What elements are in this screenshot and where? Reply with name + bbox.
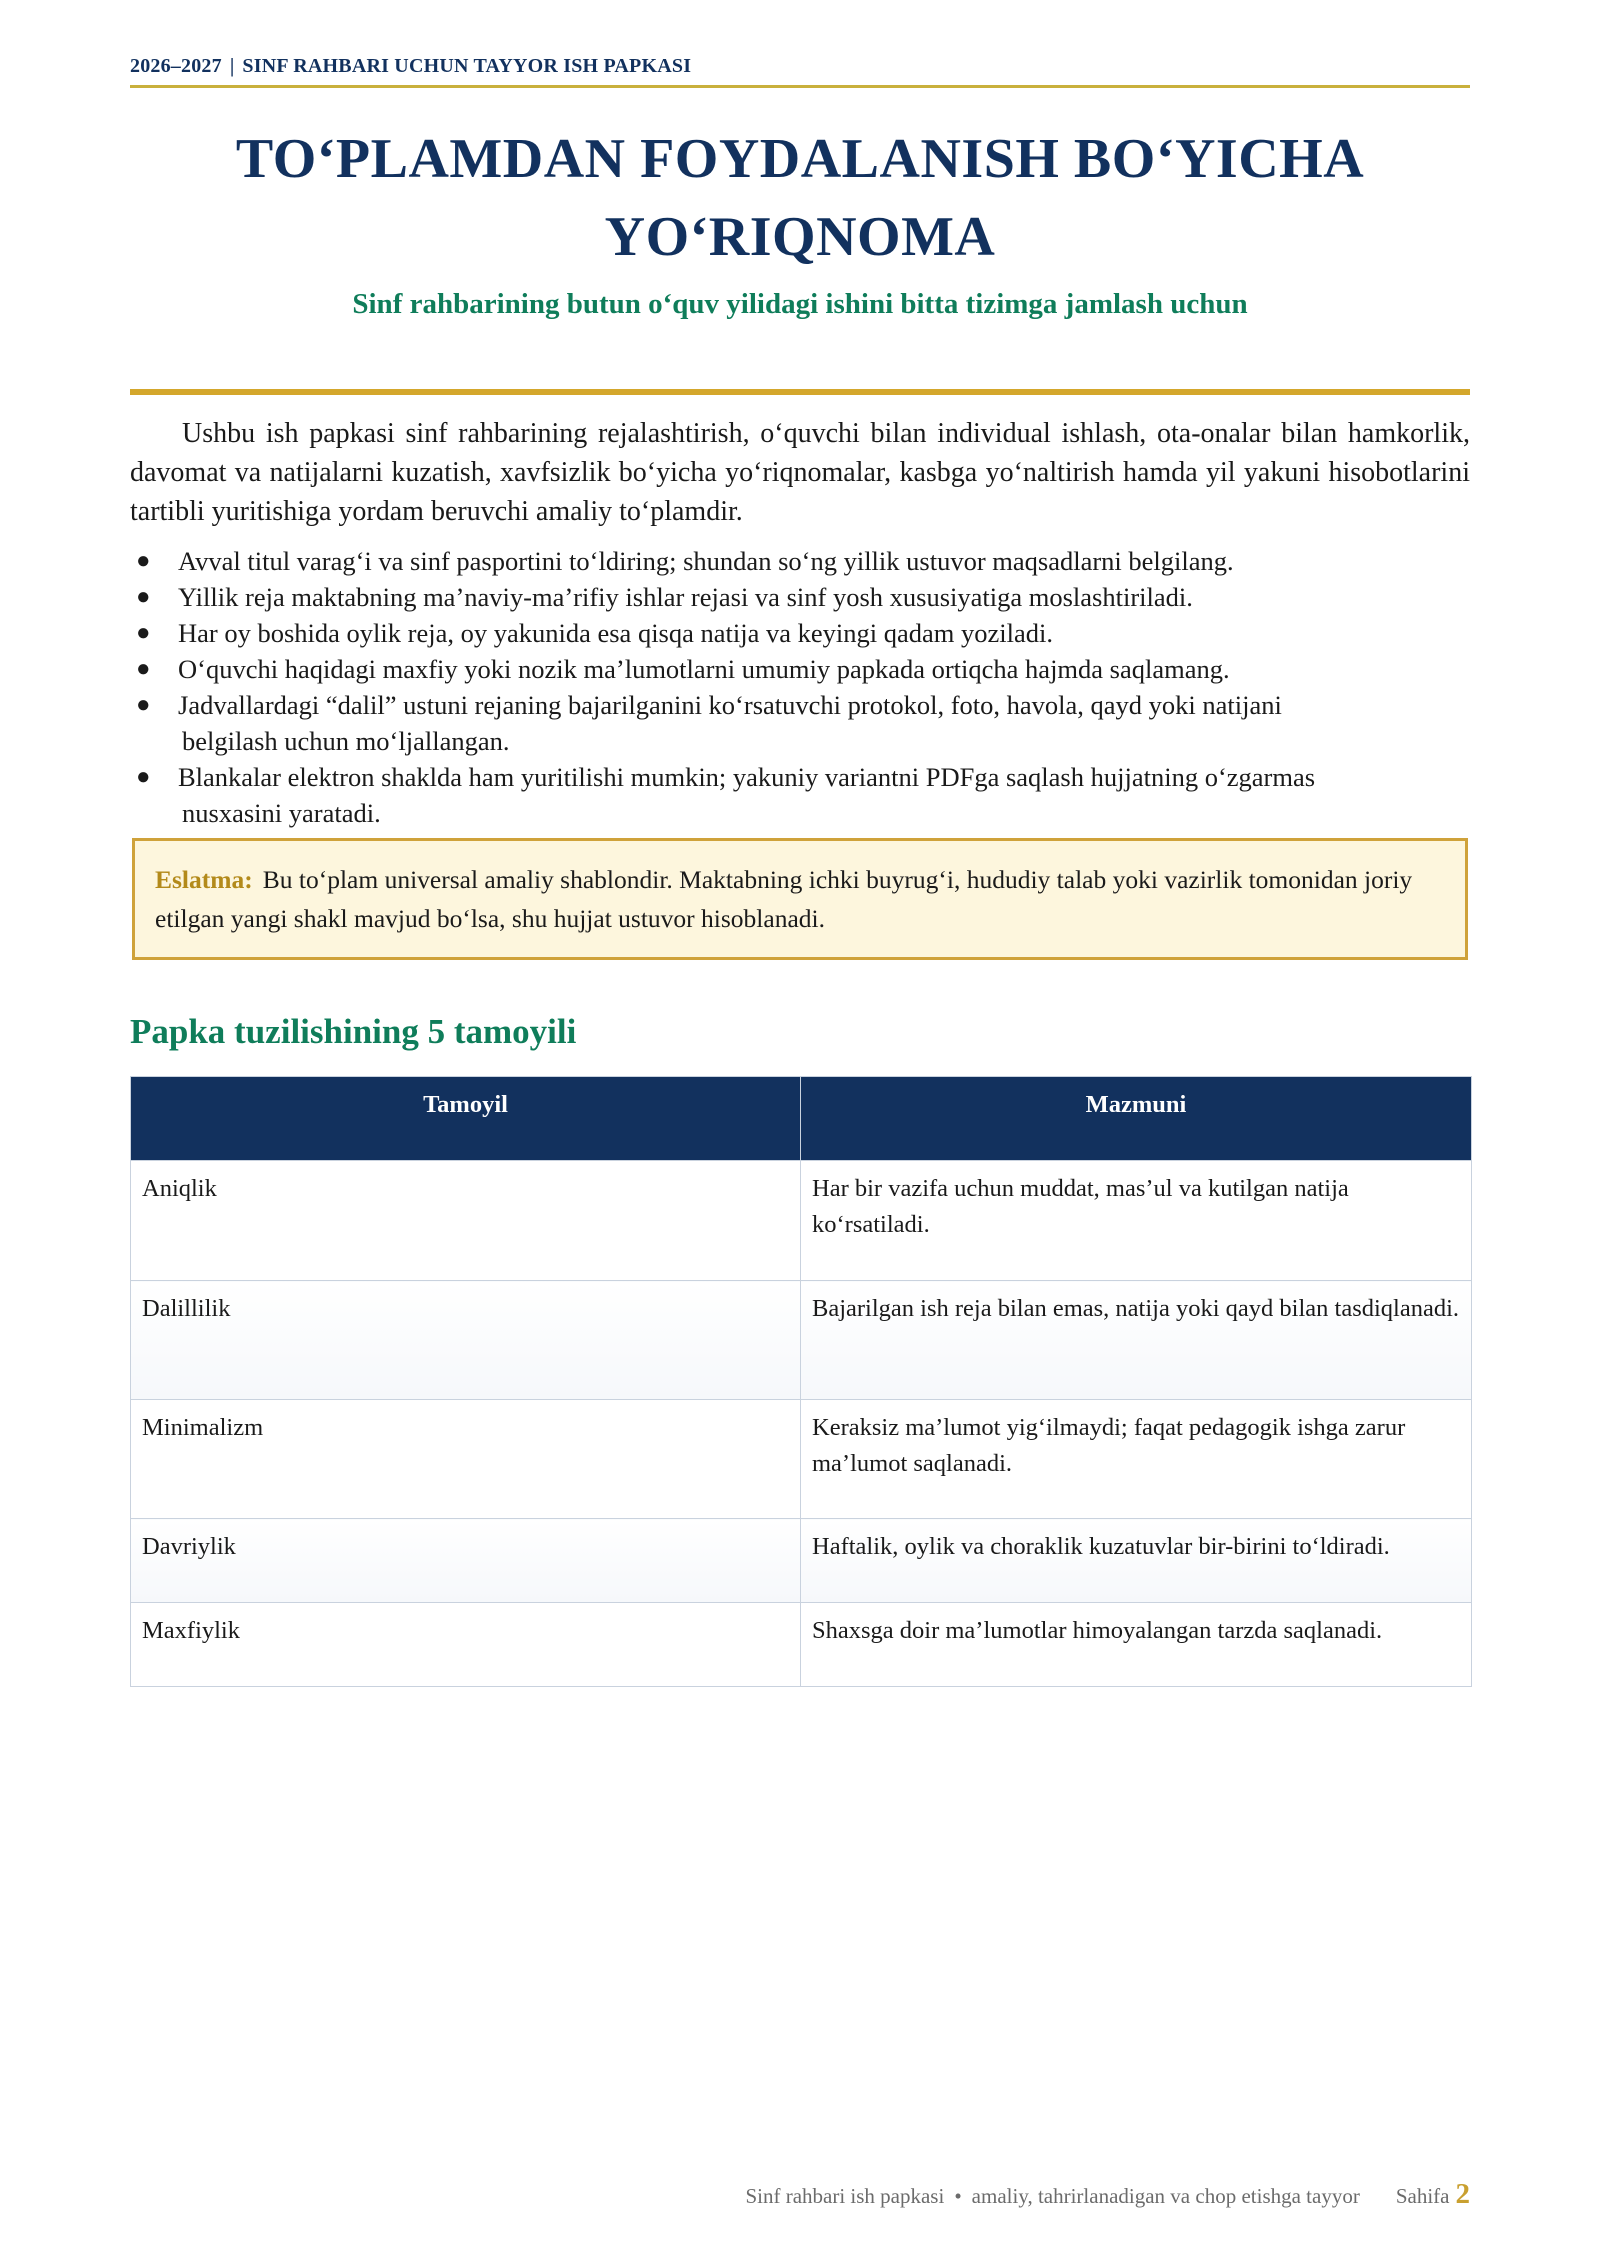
principle-cell: Dalillilik bbox=[131, 1281, 801, 1400]
page-label: Sahifa bbox=[1395, 2184, 1450, 2208]
list-item bbox=[130, 651, 1470, 687]
table-row bbox=[131, 1519, 1472, 1603]
header-separator: | bbox=[229, 55, 235, 77]
page-number: 2 bbox=[1455, 2178, 1470, 2210]
column-header-principle: Tamoyil bbox=[131, 1077, 801, 1161]
column-header-content: Mazmuni bbox=[801, 1077, 1472, 1161]
list-item-text: Avval titul varag‘i va sinf pasportini to‘ldiring; shundan so‘ng yillik ustuvor maqsadlarni belgilang. bbox=[178, 546, 1234, 576]
footer-right-text: amaliy, tahrirlanadigan va chop etishga tayyor bbox=[971, 2184, 1360, 2208]
list-item-text: O‘quvchi haqidagi maxfiy yoki nozik ma’lumotlarni umumiy papkada ortiqcha hajmda saqlamang. bbox=[178, 654, 1230, 684]
intro-paragraph: Ushbu ish papkasi sinf rahbarining rejalashtirish, o‘quvchi bilan individual ishlash, ota-onalar bilan hamkorlik, davomat va natijalarni kuzatish, xavfsizlik bo‘yicha yo‘riqnomalar, kasbga yo‘naltirish hamda yil yakuni hisobotlarini tartibli yuritishiga yordam beruvchi amaliy to‘plamdir. bbox=[130, 418, 1470, 527]
bullet-icon: ● bbox=[136, 764, 151, 790]
principle-cell: Minimalizm bbox=[131, 1400, 801, 1519]
bullet-icon: ● bbox=[136, 656, 151, 682]
bullet-icon: ● bbox=[136, 584, 151, 610]
table-row bbox=[131, 1603, 1472, 1687]
content-cell: Har bir vazifa uchun muddat, mas’ul va kutilgan natija ko‘rsatiladi. bbox=[801, 1161, 1472, 1281]
list-item bbox=[130, 687, 1470, 759]
header-rule bbox=[130, 85, 1470, 88]
list-item bbox=[130, 543, 1470, 579]
principles-table bbox=[130, 1076, 1472, 1687]
table-row bbox=[131, 1161, 1472, 1281]
table-row bbox=[131, 1281, 1472, 1400]
running-header bbox=[130, 55, 1470, 78]
section-heading: Papka tuzilishining 5 tamoyili bbox=[130, 1012, 577, 1051]
page-subtitle: Sinf rahbarining butun o‘quv yilidagi ishini bitta tizimga jamlash uchun bbox=[352, 288, 1248, 320]
note-box bbox=[132, 838, 1468, 960]
content-cell: Keraksiz ma’lumot yig‘ilmaydi; faqat pedagogik ishga zarur ma’lumot saqlanadi. bbox=[801, 1400, 1472, 1519]
page-footer bbox=[745, 2178, 1470, 2211]
footer-left-text: Sinf rahbari ish papkasi bbox=[745, 2184, 945, 2208]
list-item-text-continued: nusxasini yaratadi. bbox=[182, 798, 381, 828]
table-header-row bbox=[131, 1077, 1472, 1161]
footer-bullet: • bbox=[954, 2184, 962, 2208]
note-label: Eslatma: bbox=[155, 865, 253, 894]
header-year: 2026–2027 bbox=[130, 55, 222, 77]
list-item-text: Blankalar elektron shaklda ham yuritilishi mumkin; yakuniy variantni PDFga saqlash hujjatning o‘zgarmas bbox=[178, 762, 1316, 792]
principle-cell: Davriylik bbox=[131, 1519, 801, 1603]
list-item bbox=[130, 615, 1470, 651]
note-text: Bu to‘plam universal amaliy shablondir. Maktabning ichki buyrug‘i, hududiy talab yoki vazirlik tomonidan joriy etilgan yangi shakl mavjud bo‘lsa, shu hujjat ustuvor hisoblanadi. bbox=[155, 865, 1413, 933]
title-line-2: YO‘RIQNOMA bbox=[604, 206, 996, 268]
table-row bbox=[131, 1400, 1472, 1519]
content-cell: Haftalik, oylik va choraklik kuzatuvlar bir-birini to‘ldiradi. bbox=[801, 1519, 1472, 1603]
list-item bbox=[130, 579, 1470, 615]
page-title bbox=[130, 120, 1470, 276]
title-rule bbox=[130, 389, 1470, 395]
bullet-icon: ● bbox=[136, 548, 151, 574]
header-title: SINF RAHBARI UCHUN TAYYOR ISH PAPKASI bbox=[242, 55, 692, 77]
principle-cell: Aniqlik bbox=[131, 1161, 801, 1281]
list-item-text: Har oy boshida oylik reja, oy yakunida esa qisqa natija va keyingi qadam yoziladi. bbox=[178, 618, 1053, 648]
instruction-list bbox=[130, 543, 1470, 831]
bullet-icon: ● bbox=[136, 692, 151, 718]
list-item bbox=[130, 759, 1470, 831]
content-cell: Bajarilgan ish reja bilan emas, natija yoki qayd bilan tasdiqlanadi. bbox=[801, 1281, 1472, 1400]
principle-cell: Maxfiylik bbox=[131, 1603, 801, 1687]
list-item-text-continued: belgilash uchun mo‘ljallangan. bbox=[182, 726, 510, 756]
content-cell: Shaxsga doir ma’lumotlar himoyalangan tarzda saqlanadi. bbox=[801, 1603, 1472, 1687]
list-item-text: Yillik reja maktabning ma’naviy-ma’rifiy ishlar rejasi va sinf yosh xususiyatiga moslashtiriladi. bbox=[178, 582, 1193, 612]
bullet-icon: ● bbox=[136, 620, 151, 646]
title-line-1: TO‘PLAMDAN FOYDALANISH BO‘YICHA bbox=[235, 128, 1365, 190]
list-item-text: Jadvallardagi “dalil” ustuni rejaning bajarilganini ko‘rsatuvchi protokol, foto, havola, qayd yoki natijani bbox=[178, 690, 1282, 720]
